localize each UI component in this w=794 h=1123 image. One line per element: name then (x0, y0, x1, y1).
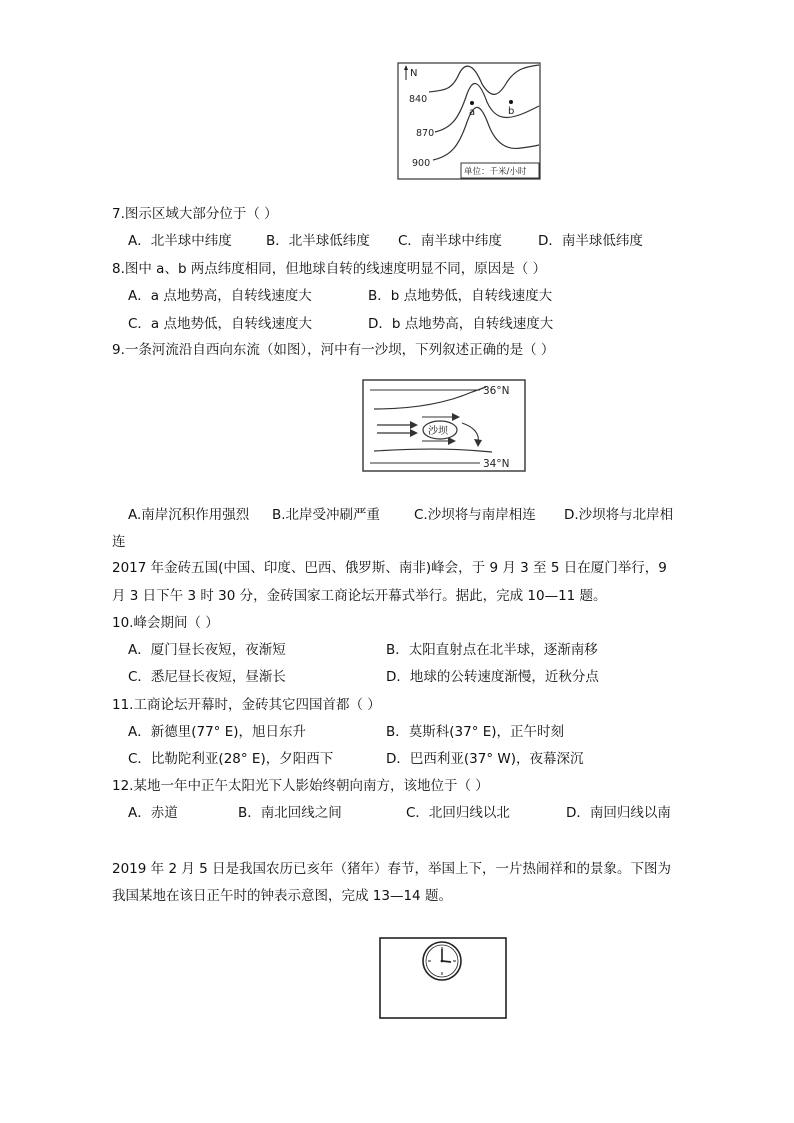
q7-option-c: C．南半球中纬度 (398, 233, 502, 249)
q7-option-a: A．北半球中纬度 (128, 233, 232, 249)
lat-label-34n: 34°N (483, 458, 510, 470)
clock-icon (423, 942, 461, 980)
q10-option-b: B．太阳直射点在北半球，逐渐南移 (386, 642, 598, 658)
q9-option-a: A.南岸沉积作用强烈 (128, 507, 250, 523)
intro-10-11-line1: 2017 年金砖五国(中国、印度、巴西、俄罗斯、南非)峰会，于 9 月 3 至 5 日在厦门举行，9 (112, 560, 667, 576)
q9-option-c: C.沙坝将与南岸相连 (414, 507, 536, 523)
point-b-label: b (508, 106, 515, 117)
q8-option-a: A．a 点地势高，自转线速度大 (128, 288, 312, 304)
q10-option-d: D．地球的公转速度渐慢，近秋分点 (386, 669, 599, 685)
q8-stem: 8.图中 a、b 两点纬度相同，但地球自转的线速度明显不同，原因是（ ） (112, 261, 547, 277)
q12-stem: 12.某地一年中正午太阳光下人影始终朝向南方，该地位于（ ） (112, 778, 489, 794)
contour-label-870: 870 (416, 128, 435, 139)
q11-option-b: B．莫斯科(37° E)，正午时刻 (386, 724, 565, 740)
sandbar-label: 沙坝 (428, 426, 448, 437)
intro-13-14-line2: 我国某地在该日正午时的钟表示意图，完成 13—14 题。 (112, 888, 452, 904)
q7-option-b: B．北半球低纬度 (266, 233, 370, 249)
point-a-label: a (469, 107, 476, 118)
q7-stem: 7.图示区域大部分位于（ ） (112, 206, 278, 222)
q8-option-b: B．b 点地势低，自转线速度大 (368, 288, 553, 304)
point-a-dot (470, 101, 474, 105)
q9-option-d-continuation: 连 (112, 534, 126, 550)
contour-label-900: 900 (412, 158, 431, 169)
clock-figure (378, 936, 508, 1020)
unit-label: 单位：千米/小时 (464, 167, 527, 177)
q11-stem: 11.工商论坛开幕时，金砖其它四国首都（ ） (112, 697, 381, 713)
q12-option-b: B．南北回线之间 (238, 805, 342, 821)
q12-option-d: D．南回归线以南 (566, 805, 671, 821)
point-b-dot (509, 100, 513, 104)
north-label: N (410, 68, 418, 79)
q8-option-c: C．a 点地势低，自转线速度大 (128, 316, 312, 332)
intro-10-11-line2: 月 3 日下午 3 时 30 分，金砖国家工商论坛开幕式举行。据此，完成 10—11 题。 (112, 588, 607, 604)
q12-option-c: C．北回归线以北 (406, 805, 510, 821)
q7-option-d: D．南半球低纬度 (538, 233, 643, 249)
q9-option-d: D.沙坝将与北岸相 (564, 507, 674, 523)
river-sandbar-figure (362, 379, 526, 472)
contour-map-figure (397, 62, 541, 180)
q11-option-a: A．新德里(77° E)，旭日东升 (128, 724, 307, 740)
q11-option-c: C．比勒陀利亚(28° E)，夕阳西下 (128, 751, 334, 767)
q8-option-d: D．b 点地势高，自转线速度大 (368, 316, 554, 332)
contour-label-840: 840 (409, 94, 428, 105)
q9-option-b: B.北岸受冲刷严重 (272, 507, 381, 523)
q10-option-a: A．厦门昼长夜短，夜渐短 (128, 642, 286, 658)
intro-13-14-line1: 2019 年 2 月 5 日是我国农历已亥年（猪年）春节，举国上下，一片热闹祥和的景象。下图为 (112, 861, 671, 877)
lat-label-36n: 36°N (483, 385, 510, 397)
q10-stem: 10.峰会期间（ ） (112, 615, 219, 631)
q9-stem: 9.一条河流沿自西向东流（如图），河中有一沙坝，下列叙述正确的是（ ） (112, 342, 555, 358)
q10-option-c: C．悉尼昼长夜短，昼渐长 (128, 669, 286, 685)
q11-option-d: D．巴西利亚(37° W)，夜幕深沉 (386, 751, 584, 767)
q12-option-a: A．赤道 (128, 805, 178, 821)
